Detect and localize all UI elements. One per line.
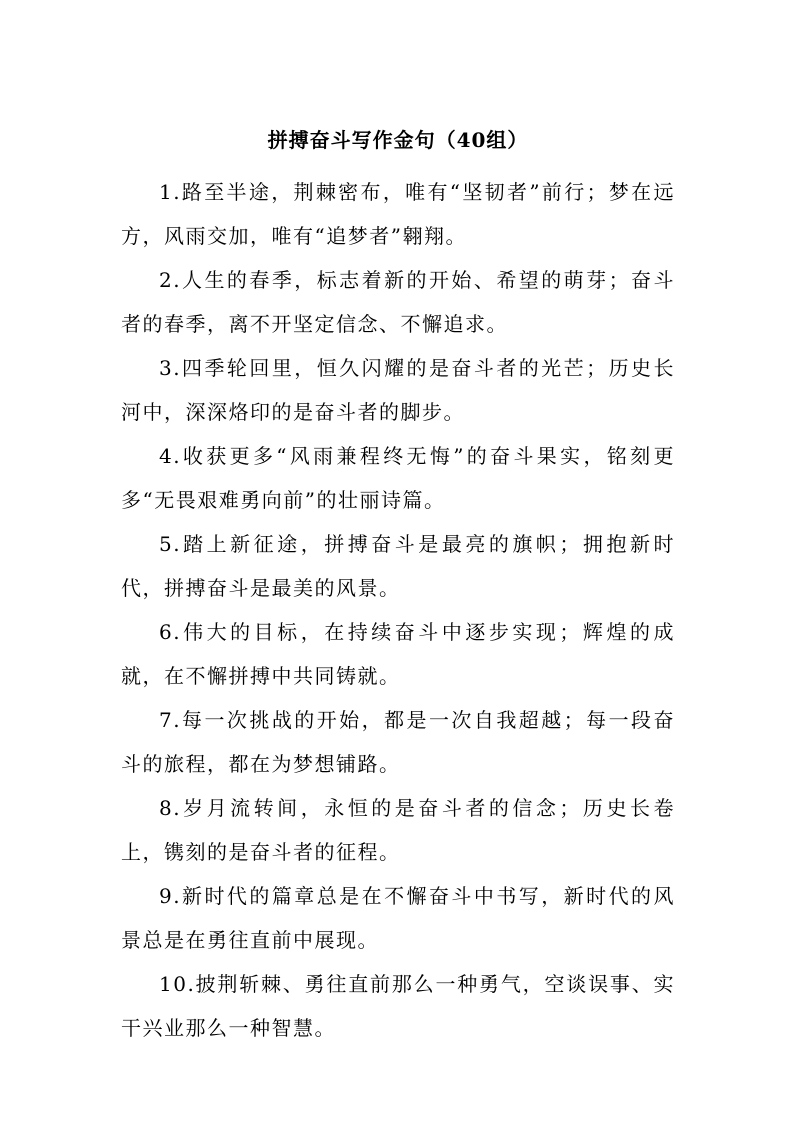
list-item: 5.踏上新征途，拼搏奋斗是最亮的旗帜；拥抱新时代，拼搏奋斗是最美的风景。 <box>121 532 675 600</box>
list-item: 4.收获更多“风雨兼程终无悔”的奋斗果实，铭刻更多“无畏艰难勇向前”的壮丽诗篇。 <box>121 444 675 512</box>
list-item: 9.新时代的篇章总是在不懈奋斗中书写，新时代的风景总是在勇往直前中展现。 <box>121 884 675 952</box>
list-item: 8.岁月流转间，永恒的是奋斗者的信念；历史长卷上，镌刻的是奋斗者的征程。 <box>121 796 675 864</box>
list-item: 3.四季轮回里，恒久闪耀的是奋斗者的光芒；历史长河中，深深烙印的是奋斗者的脚步。 <box>121 356 675 424</box>
quote-list <box>121 170 675 1050</box>
page-title: 拼搏奋斗写作金句（40组） <box>267 128 529 152</box>
list-item: 1.路至半途，荆棘密布，唯有“坚韧者”前行；梦在远方，风雨交加，唯有“追梦者”翱翔。 <box>121 180 675 248</box>
list-item: 6.伟大的目标，在持续奋斗中逐步实现；辉煌的成就，在不懈拼搏中共同铸就。 <box>121 620 675 688</box>
list-item: 7.每一次挑战的开始，都是一次自我超越；每一段奋斗的旅程，都在为梦想铺路。 <box>121 708 675 776</box>
list-item: 10.披荆斩棘、勇往直前那么一种勇气，空谈误事、实干兴业那么一种智慧。 <box>121 972 675 1040</box>
list-item: 2.人生的春季，标志着新的开始、希望的萌芽；奋斗者的春季，离不开坚定信念、不懈追求。 <box>121 268 675 336</box>
